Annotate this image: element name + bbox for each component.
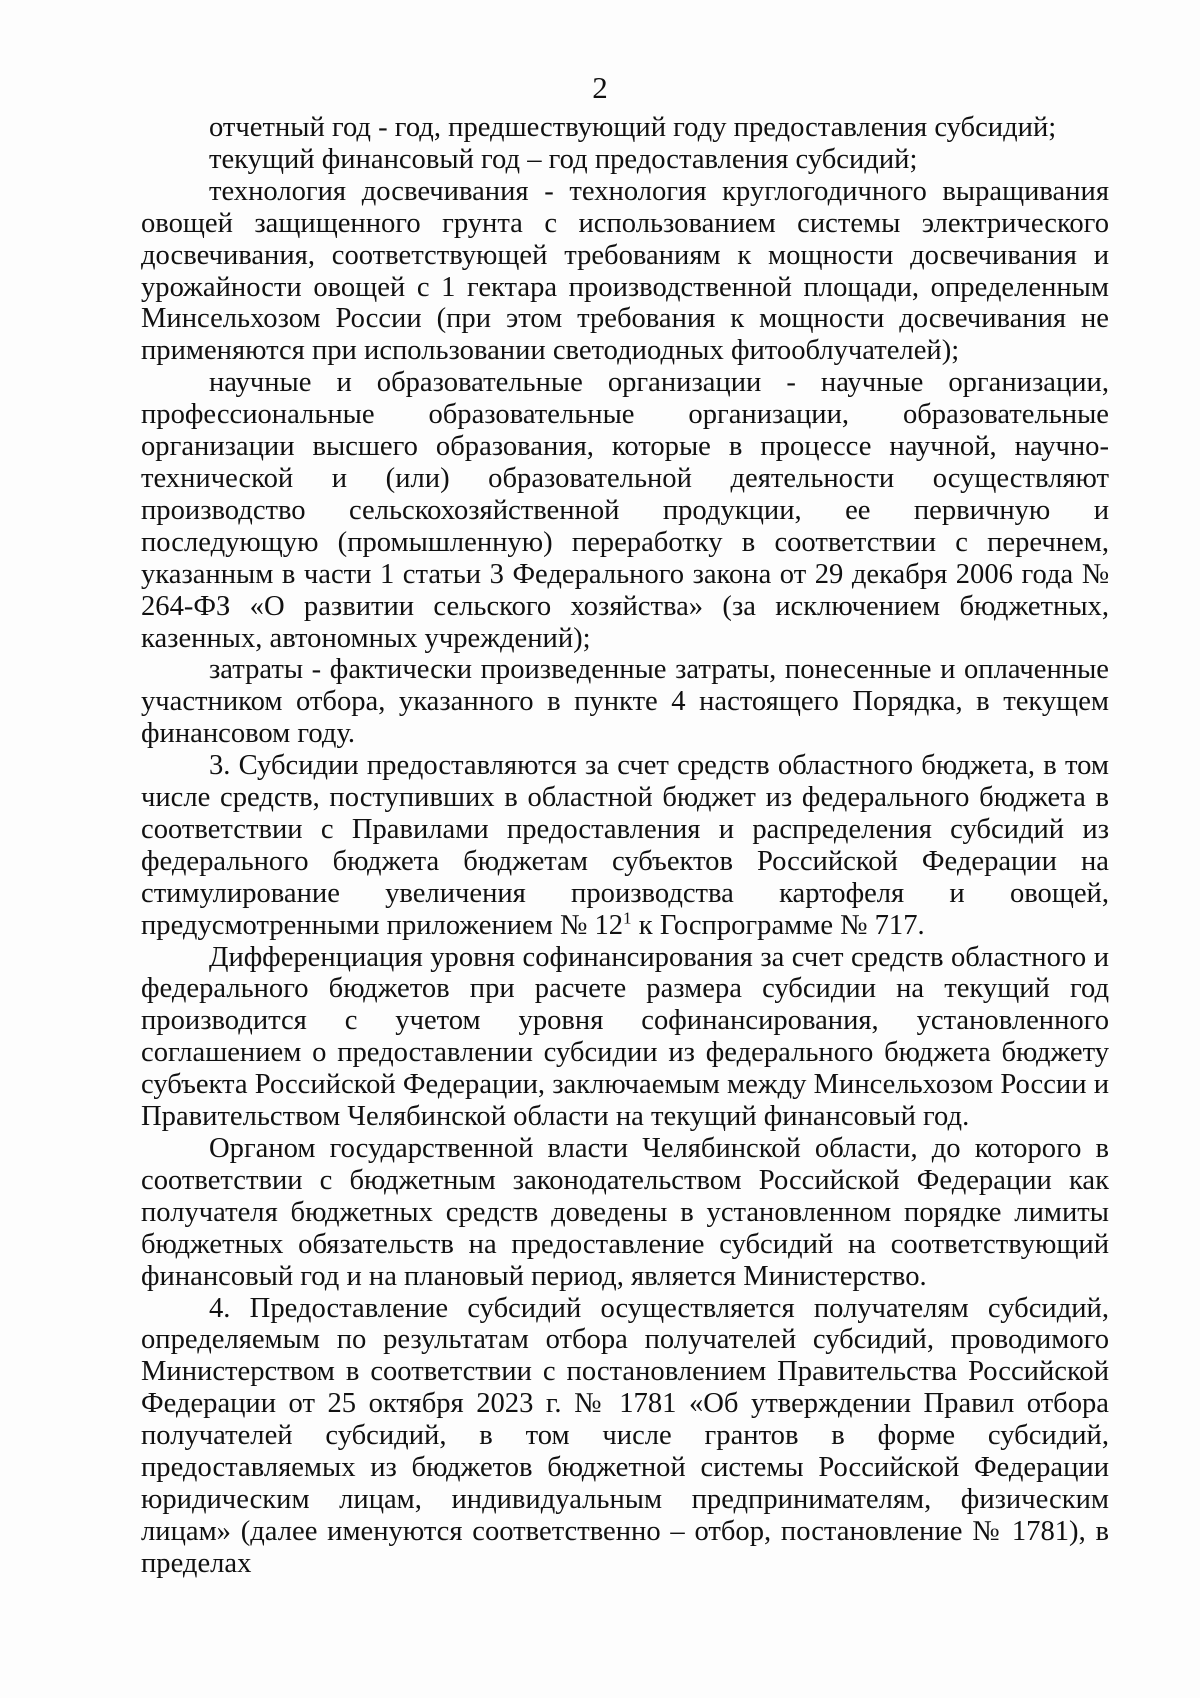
paragraph-4-subsidy-provision: 4. Предоставление субсидий осуществляется получателям субсидий, определяемым по результатам отбора получателей субсидий, проводимого Министерством в соответствии с постановлением Правительства Российской Федерации от 25 октября 2023 г. № 1781 «Об утверждении Правил отбора получателей субсидий, в том числе грантов в форме субсидий, предоставляемых из бюджетов бюджетной системы Российской Федерации юридическим лицам, индивидуальным предпринимателям, физическим лицам» (далее именуются соответственно – отбор, постановление № 1781), в пределах (141, 1292, 1109, 1579)
page-number: 2 (592, 70, 608, 105)
cofinancing-differentiation-paragraph: Дифференциация уровня софинансирования за счет средств областного и федерального бюджетов при расчете размера субсидии на текущий год производится с учетом уровня софинансирования, установленного соглашением о предоставлении субсидии из федерального бюджета бюджету субъекта Российской Федерации, заключаемым между Минсельхозом России и Правительством Челябинской области на текущий финансовый год. (141, 941, 1109, 1133)
definition-current-financial-year: текущий финансовый год – год предоставления субсидий; (209, 143, 918, 175)
document-body (141, 112, 1109, 1580)
state-authority-paragraph: Органом государственной власти Челябинской области, до которого в соответствии с бюджетным законодательством Российской Федерации как получателя бюджетных средств доведены в установленном порядке лимиты бюджетных обязательств на предоставление субсидий на соответствующий финансовый год и на плановый период, является Министерство. (141, 1133, 1109, 1292)
appendix-superscript: 1 (623, 908, 632, 928)
definition-scientific-educational-organizations: научные и образовательные организации - научные организации, профессиональные образовательные организации, образовательные организации высшего образования, которые в процессе научной, научно-технической и (или) образовательной деятельности осуществляют производство сельскохозяйственной продукции, ее первичную и последующую (промышленную) переработку в соответствии с перечнем, указанным в части 1 статьи 3 Федерального закона от 29 декабря 2006 года № 264-ФЗ «О развитии сельского хозяйства» (за исключением бюджетных, казенных, автономных учреждений); (141, 367, 1109, 654)
paragraph-3-ending: к Госпрограмме № 717. (631, 909, 925, 941)
definition-costs: затраты - фактически произведенные затраты, понесенные и оплаченные участником отбора, указанного в пункте 4 настоящего Порядка, в текущем финансовом году. (141, 654, 1109, 750)
definition-reporting-year: отчетный год - год, предшествующий году предоставления субсидий; (209, 112, 1057, 143)
paragraph-3-text: 3. Субсидии предоставляются за счет средств областного бюджета, в том числе средств, поступивших в областной бюджет из федерального бюджета в соответствии с Правилами предоставления и распределения субсидий из федерального бюджета бюджетам субъектов Российской Федерации на стимулирование увеличения производства картофеля и овощей, предусмотренными приложением № 12 (141, 750, 1109, 941)
paragraph-3-subsidy-sources (141, 750, 1109, 941)
definition-lighting-technology: технология досвечивания - технология круглогодичного выращивания овощей защищенного грунта с использованием системы электрического досвечивания, соответствующей требованиям к мощности досвечивания и урожайности овощей с 1 гектара производственной площади, определенным Минсельхозом России (при этом требования к мощности досвечивания не применяются при использовании светодиодных фитооблучателей); (141, 175, 1109, 367)
